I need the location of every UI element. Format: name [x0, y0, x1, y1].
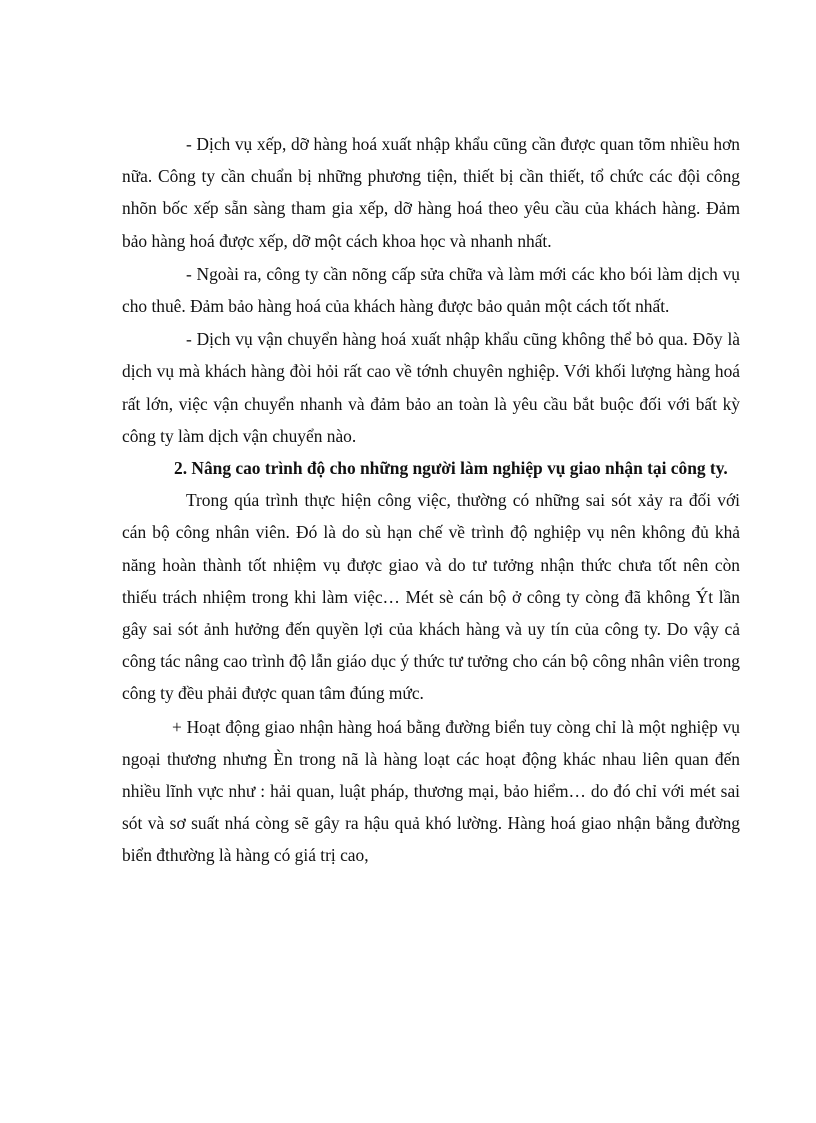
paragraph-sea-freight: + Hoạt động giao nhận hàng hoá bằng đường biển tuy còng chỉ là một nghiệp vụ ngoại thương nhưng Èn trong nã là hàng loạt các hoạt động khác nhau liên quan đến nhiều lĩnh vực như : hải quan, luật pháp, thương mại, bảo hiểm… do đó chỉ với mét sai sót và sơ suất nhá còng sẽ gây ra hậu quả khó lường. Hàng hoá giao nhận bằng đường biển đthường là hàng có giá trị cao, [122, 716, 740, 866]
document-body [122, 128, 740, 872]
paragraph-staff-errors: Trong qúa trình thực hiện công việc, thường có những sai sót xảy ra đối với cán bộ công nhân viên. Đó là do sù hạn chế về trình độ nghiệp vụ nên không đủ khả năng hoàn thành tốt nhiệm vụ được giao và do tư tưởng nhận thức chưa tốt nên còn thiếu trách nhiệm trong khi làm việc… Mét sè cán bộ ở công ty còng đã không Ýt lần gây sai sót ảnh hưởng đến quyền lợi của khách hàng và uy tín của công ty. Do vậy cả công tác nâng cao trình độ lẫn giáo dục ý thức tư tưởng cho cán bộ công nhân viên trong công ty đều phải được quan tâm đúng mức. [122, 490, 740, 704]
section-heading: 2. Nâng cao trình độ cho những người làm nghiệp vụ giao nhận tại công ty. [174, 458, 728, 479]
paragraph-transport-service: - Dịch vụ vận chuyển hàng hoá xuất nhập khẩu cũng không thể bỏ qua. Đõy là dịch vụ mà khách hàng đòi hỏi rất cao về tớnh chuyên nghiệp. Với khối lượng hàng hoá rất lớn, việc vận chuyển nhanh và đảm bảo an toàn là yêu cầu bắt buộc đối với bất kỳ công ty làm dịch vận chuyển nào. [122, 329, 740, 446]
paragraph-warehouse-service: - Ngoài ra, công ty cần nõng cấp sửa chữa và làm mới các kho bói làm dịch vụ cho thuê. Đảm bảo hàng hoá của khách hàng được bảo quản một cách tốt nhất. [122, 263, 740, 317]
paragraph-loading-service: - Dịch vụ xếp, dỡ hàng hoá xuất nhập khẩu cũng cần được quan tõm nhiều hơn nữa. Công ty cần chuẩn bị những phương tiện, thiết bị cần thiết, tổ chức các đội công nhõn bốc xếp sẵn sàng tham gia xếp, dỡ hàng hoá theo yêu cầu của khách hàng. Đảm bảo hàng hoá được xếp, dỡ một cách khoa học và nhanh nhất. [122, 134, 740, 251]
